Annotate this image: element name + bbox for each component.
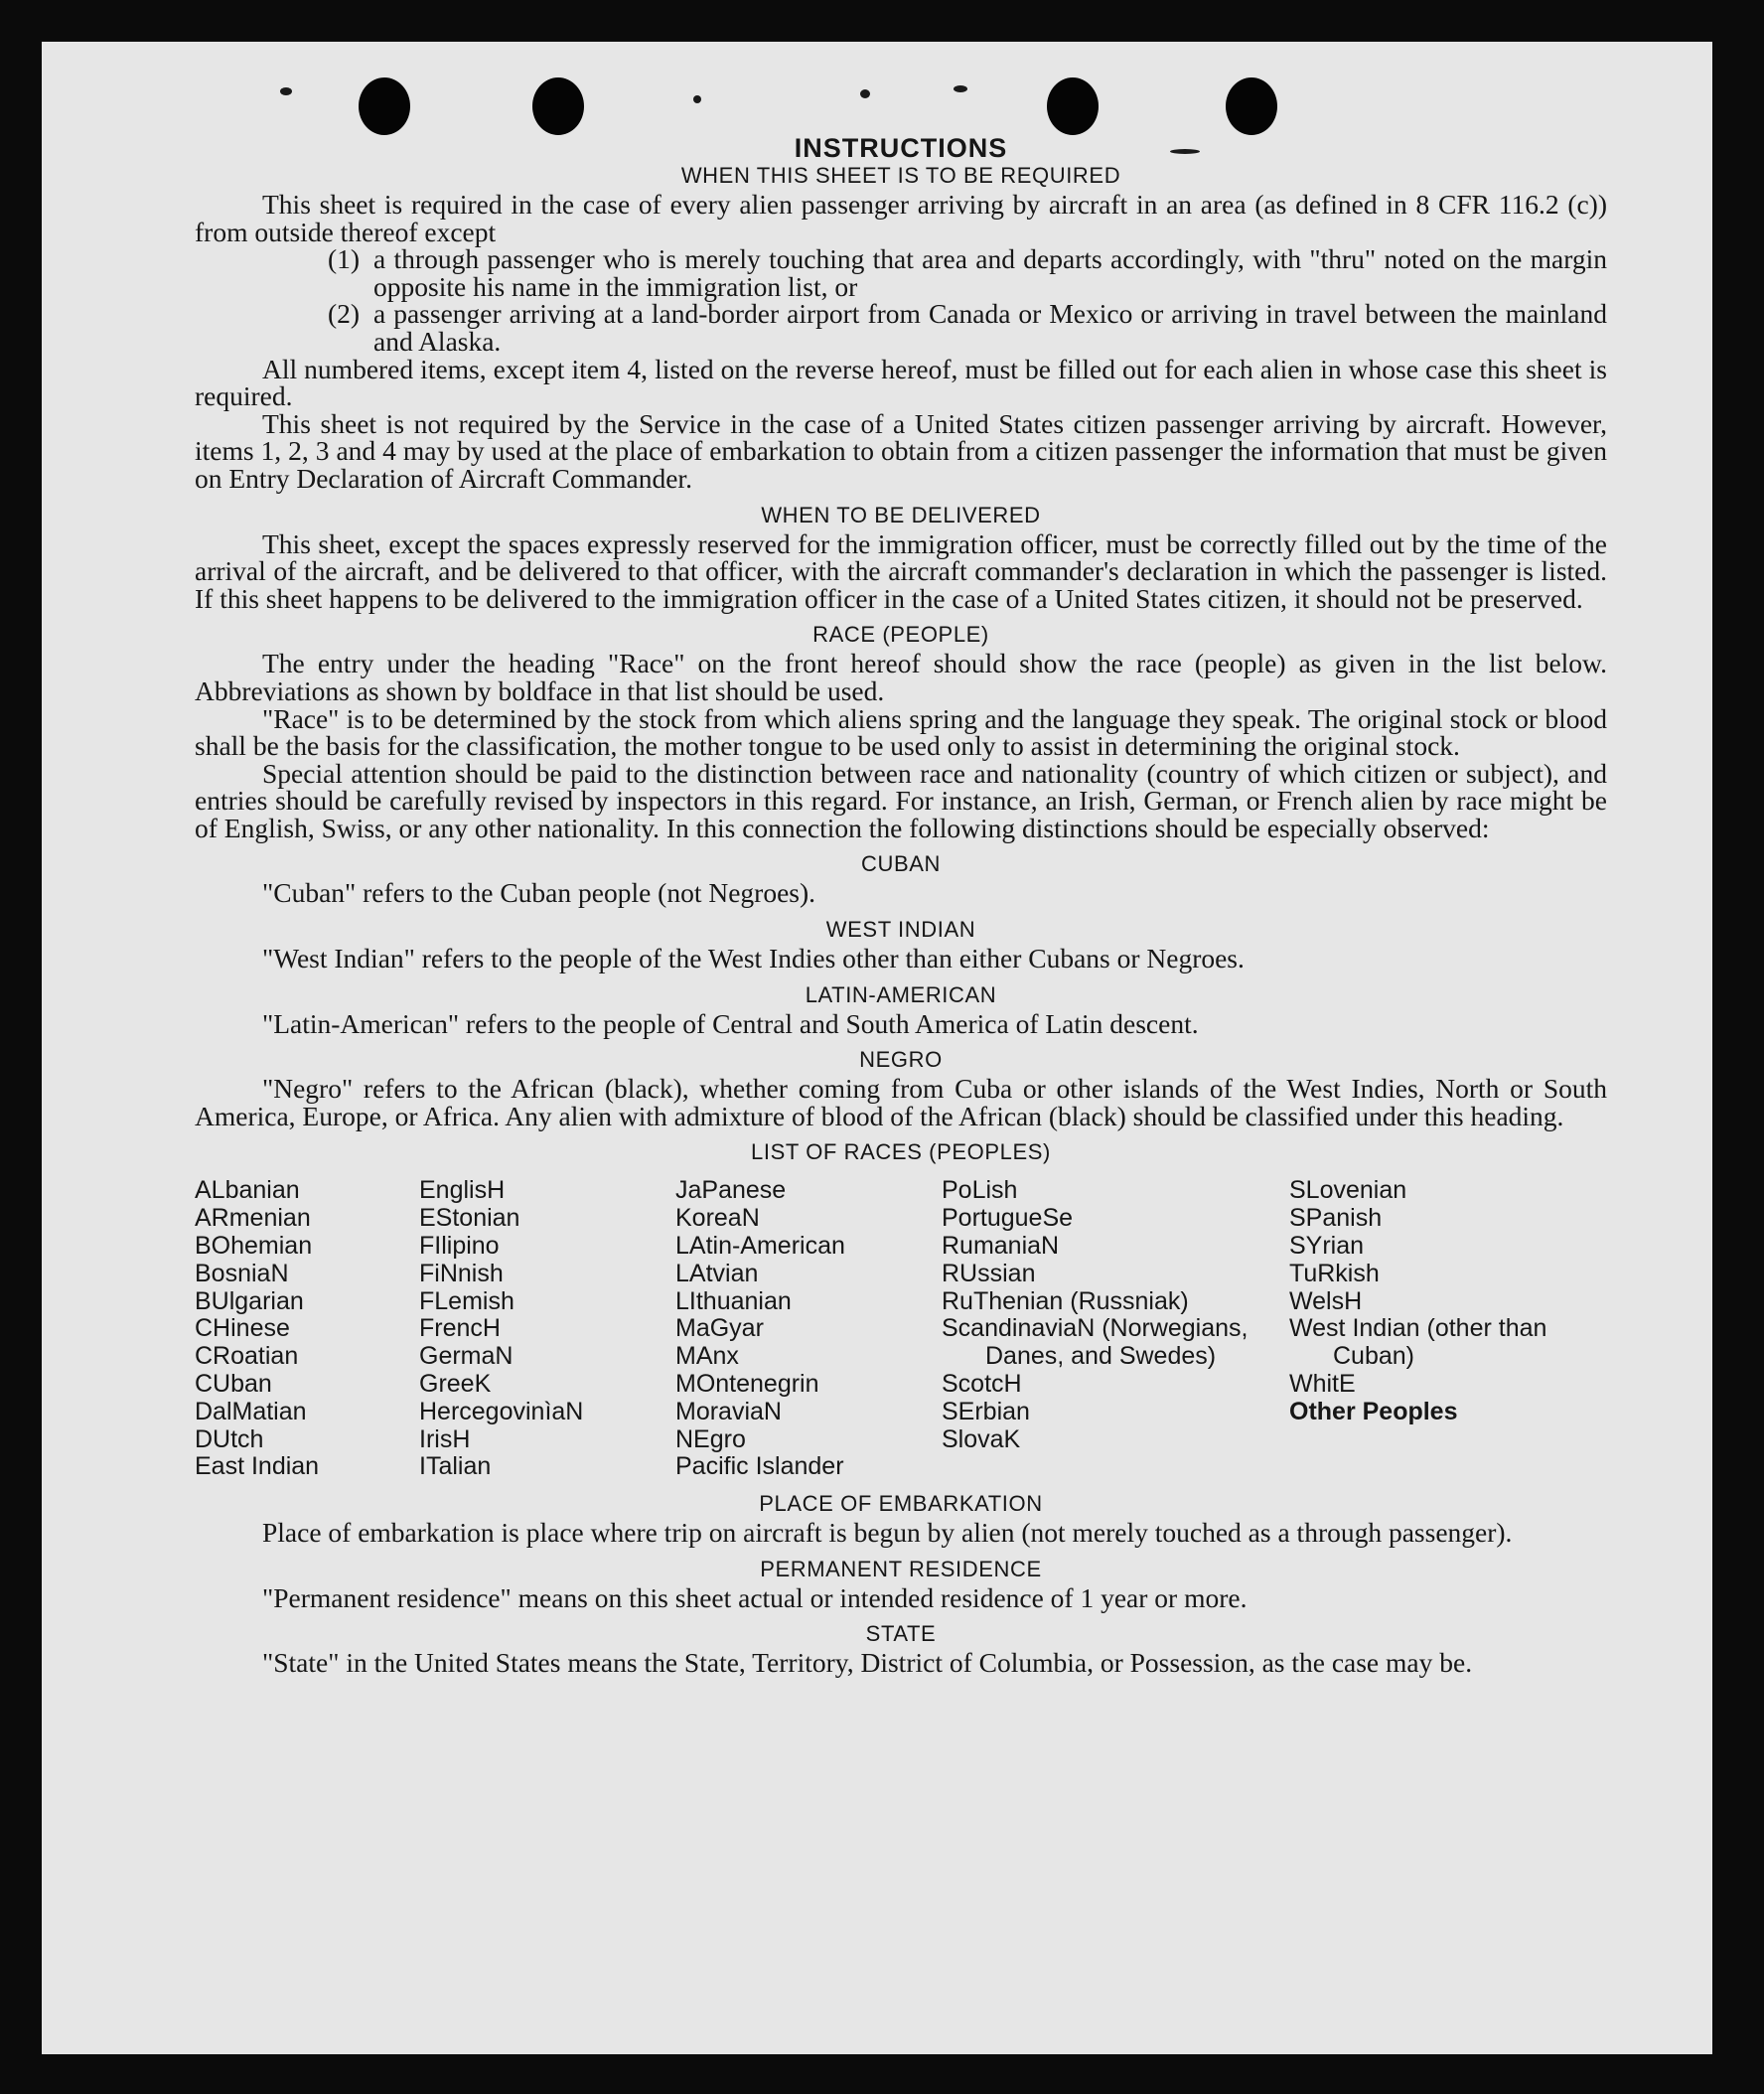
race-item: RuThenian (Russniak) <box>942 1286 1189 1315</box>
race-item: Other Peoples <box>1289 1397 1458 1425</box>
race-item: ScandinaviaN (Norwegians, Danes, and Swedes) <box>942 1314 1249 1371</box>
document-sheet <box>42 42 1712 2054</box>
section-heading-race: RACE (PEOPLE) <box>812 622 989 648</box>
required-intro: This sheet is required in the case of every alien passenger arriving by aircraft in an area (as defined in 8 CFR 116.2 (c)) from outside thereof except <box>195 189 1607 247</box>
race-para-2: "Race" is to be determined by the stock from which aliens spring and the language they speak. The original stock or blood shall be the basis for the classification, the mother tongue to be used only to assist in determining the original stock. <box>195 702 1607 762</box>
ink-speck <box>860 89 870 98</box>
race-item: GermaN <box>419 1342 514 1371</box>
race-item: BOhemian <box>195 1232 313 1261</box>
race-item: MAnx <box>675 1342 739 1371</box>
race-item: ALbanian <box>195 1176 300 1205</box>
race-item: RUssian <box>942 1259 1036 1287</box>
race-item: HercegovinìaN <box>419 1397 584 1425</box>
race-item: ARmenian <box>195 1204 311 1233</box>
race-item: SYrian <box>1289 1232 1365 1261</box>
ink-speck <box>280 87 292 95</box>
race-item: West Indian (other than Cuban) <box>1289 1314 1547 1371</box>
page-title: INSTRUCTIONS <box>794 133 1008 163</box>
race-item: BUlgarian <box>195 1286 304 1315</box>
race-item: CHinese <box>195 1314 290 1343</box>
race-item: ITalian <box>419 1452 492 1481</box>
race-item: SLovenian <box>1289 1176 1407 1205</box>
cuban-text: "Cuban" refers to the Cuban people (not Negroes). <box>262 877 816 909</box>
race-item: GreeK <box>419 1370 492 1399</box>
delivered-text: This sheet, except the spaces expressly reserved for the immigration officer, must be correctly filled out by the time of the arrival of the aircraft, and be delivered to that officer, with the aircraft commander's declaration in which the passenger is listed. If this sheet happens to be delivered to the immigration officer in the case of a United States citizen, it should not be preserved. <box>195 527 1607 614</box>
race-item: EStonian <box>419 1204 520 1233</box>
race-item: MOntenegrin <box>675 1370 819 1399</box>
race-para-1: The entry under the heading "Race" on the front hereof should show the race (people) as given in the list below. Abbreviations as shown by boldface in that list should be used. <box>195 648 1607 706</box>
race-item: PoLish <box>942 1176 1018 1205</box>
race-item: FiNnish <box>419 1259 504 1287</box>
race-item: East Indian <box>195 1452 320 1481</box>
race-para-3: Special attention should be paid to the distinction between race and nationality (country of which citizen or subject), and entries should be carefully revised by inspectors in this regard. For instance, an Irish, German, or French alien by race might be of English, Swiss, or any other nationality. In this connection the following distinctions should be especially observed: <box>195 757 1607 843</box>
negro-text: "Negro" refers to the African (black), whether coming from Cuba or other islands of the West Indies, North or South America, Europe, or Africa. Any alien with admixture of blood of the African (black) should be classified under this heading. <box>195 1073 1607 1131</box>
race-item: JaPanese <box>675 1176 787 1205</box>
instructions-content <box>195 133 1607 1677</box>
required-citizen-note: This sheet is not required by the Service in the case of a United States citizen passenger arriving by aircraft. However, items 1, 2, 3 and 4 may by used at the place of embarkation to obtain from a citizen passenger the information that must be given on Entry Declaration of Aircraft Commander. <box>195 407 1607 494</box>
state-text: "State" in the United States means the State, Territory, District of Columbia, or Possession, as the case may be. <box>262 1647 1473 1679</box>
west-indian-text: "West Indian" refers to the people of the West Indies other than either Cubans or Negroes. <box>262 943 1245 974</box>
race-item: DUtch <box>195 1424 264 1453</box>
section-heading-permanent-residence: PERMANENT RESIDENCE <box>760 1556 1042 1581</box>
race-item: SErbian <box>942 1397 1030 1425</box>
ink-speck <box>954 85 967 92</box>
race-item: KoreaN <box>675 1204 760 1233</box>
race-item: MaGyar <box>675 1314 764 1343</box>
race-item: LAtin-American <box>675 1232 845 1261</box>
exception-text: a passenger arriving at a land-border airport from Canada or Mexico or arriving in travel between the mainland and Alaska. <box>373 298 1607 357</box>
punch-hole <box>532 77 584 135</box>
race-item: BosniaN <box>195 1259 289 1287</box>
section-heading-latin-american: LATIN-AMERICAN <box>805 981 997 1007</box>
race-item: EnglisH <box>419 1176 506 1205</box>
race-item: RumaniaN <box>942 1232 1060 1261</box>
section-heading-state: STATE <box>865 1621 937 1647</box>
races-column <box>195 1177 419 1481</box>
race-item: FLemish <box>419 1286 514 1315</box>
races-column <box>419 1177 675 1481</box>
section-heading-delivered: WHEN TO BE DELIVERED <box>761 502 1041 527</box>
punch-hole <box>1047 77 1099 135</box>
section-heading-required: WHEN THIS SHEET IS TO BE REQUIRED <box>680 163 1121 188</box>
exception-item <box>328 245 1607 300</box>
section-heading-west-indian: WEST INDIAN <box>825 917 976 943</box>
race-item: WelsH <box>1289 1286 1363 1315</box>
race-item: SPanish <box>1289 1204 1383 1233</box>
latin-american-text: "Latin-American" refers to the people of Central and South America of Latin descent. <box>262 1007 1199 1039</box>
race-item: NEgro <box>675 1424 746 1453</box>
punch-hole <box>1226 77 1277 135</box>
race-item: ScotcH <box>942 1370 1022 1399</box>
punch-hole <box>359 77 410 135</box>
exception-number: (2) <box>328 298 361 330</box>
section-heading-embarkation: PLACE OF EMBARKATION <box>759 1491 1043 1517</box>
race-item: LIthuanian <box>675 1286 792 1315</box>
exception-number: (1) <box>328 243 361 275</box>
race-item: CUban <box>195 1370 272 1399</box>
embarkation-text: Place of embarkation is place where trip on aircraft is begun by alien (not merely touched as a through passenger). <box>262 1517 1513 1549</box>
section-heading-negro: NEGRO <box>859 1047 943 1073</box>
exception-item <box>328 300 1607 355</box>
race-item: PortugueSe <box>942 1204 1074 1233</box>
race-item: IrisH <box>419 1424 471 1453</box>
races-column <box>675 1177 942 1481</box>
race-item: CRoatian <box>195 1342 299 1371</box>
exception-text: a through passenger who is merely touching that area and departs accordingly, with "thru" noted on the margin opposite his name in the immigration list, or <box>373 243 1607 302</box>
required-numbered-items: All numbered items, except item 4, listed on the reverse hereof, must be filled out for each alien in whose case this sheet is required. <box>195 353 1607 412</box>
race-item: WhitE <box>1289 1370 1356 1399</box>
permanent-residence-text: "Permanent residence" means on this sheet actual or intended residence of 1 year or more. <box>262 1581 1248 1613</box>
race-item: FIlipino <box>419 1232 500 1261</box>
race-item: DalMatian <box>195 1397 307 1425</box>
race-item: TuRkish <box>1289 1259 1380 1287</box>
ink-speck <box>693 95 701 103</box>
race-item: Pacific Islander <box>675 1452 844 1481</box>
race-item: LAtvian <box>675 1259 759 1287</box>
race-item: FrencH <box>419 1314 501 1343</box>
races-column <box>1289 1177 1587 1481</box>
section-heading-list-of-races: LIST OF RACES (PEOPLES) <box>751 1139 1051 1165</box>
race-item: SlovaK <box>942 1424 1021 1453</box>
races-list <box>195 1177 1607 1481</box>
races-column <box>942 1177 1289 1481</box>
race-item: MoraviaN <box>675 1397 782 1425</box>
section-heading-cuban: CUBAN <box>860 851 941 877</box>
